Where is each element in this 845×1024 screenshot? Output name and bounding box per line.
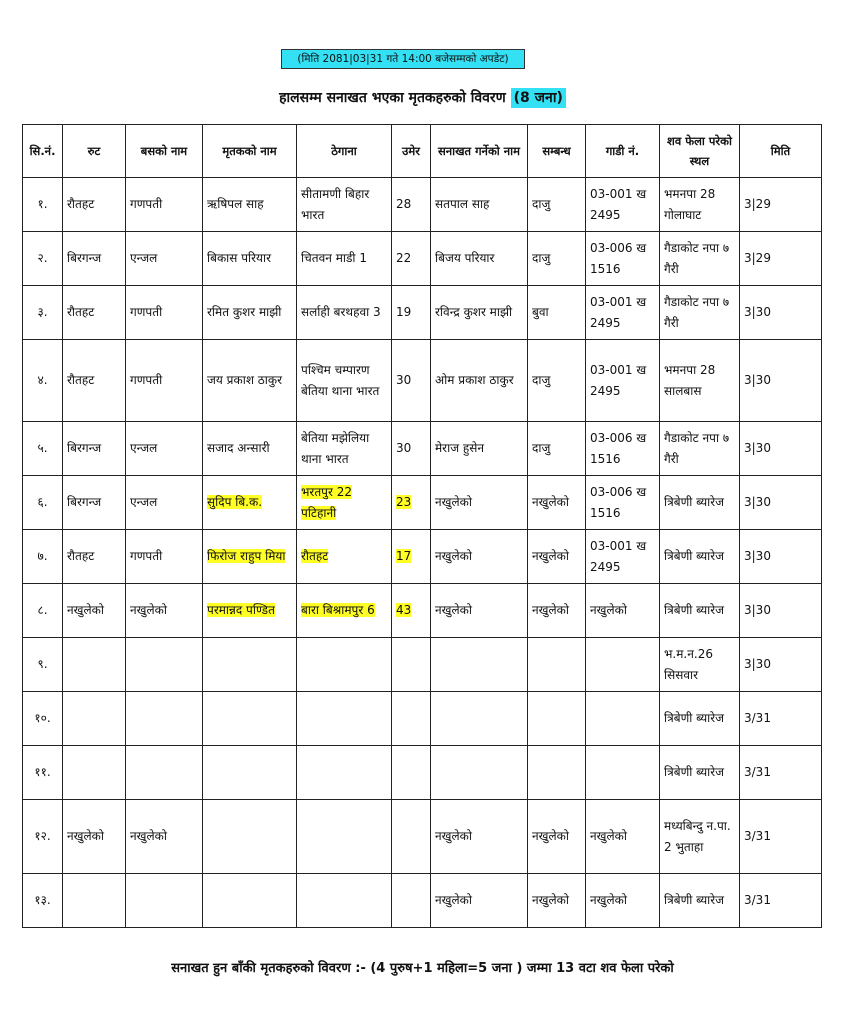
found-location-cell xyxy=(660,638,740,692)
route-cell xyxy=(63,584,126,638)
age-cell xyxy=(392,286,431,340)
bus-name-cell-text: गणपती xyxy=(130,197,163,211)
address-cell xyxy=(297,530,392,584)
bus-name-cell-text: गणपती xyxy=(130,549,163,563)
serial-cell xyxy=(23,638,63,692)
bus-name-cell-text: गणपती xyxy=(130,373,163,387)
bus-name-cell-text: एन्जल xyxy=(130,251,158,265)
relation-cell xyxy=(528,286,586,340)
address-cell-text: सर्लाही बरथहवा 3 xyxy=(301,305,381,319)
table-row xyxy=(23,800,822,874)
table-header-row xyxy=(23,125,822,178)
table-row xyxy=(23,422,822,476)
bus-name-cell xyxy=(126,340,203,422)
found-location-cell-text: भमनपा 28 सालबास xyxy=(664,362,716,398)
deceased-name-cell xyxy=(203,286,297,340)
serial-cell-text: ४. xyxy=(37,373,48,387)
serial-cell xyxy=(23,530,63,584)
vehicle-number-cell-text: 03-001 ख 2495 xyxy=(590,294,647,330)
found-location-cell xyxy=(660,800,740,874)
found-location-cell xyxy=(660,340,740,422)
vehicle-number-cell-text: 03-006 ख 1516 xyxy=(590,484,647,520)
age-cell xyxy=(392,584,431,638)
identifier-name-cell xyxy=(431,178,528,232)
serial-cell xyxy=(23,340,63,422)
date-cell-text: 3|30 xyxy=(744,603,771,617)
table-row xyxy=(23,692,822,746)
found-location-cell-text: त्रिबेणी ब्यारेज xyxy=(664,765,725,779)
age-cell-text: 30 xyxy=(396,441,412,455)
table-row xyxy=(23,584,822,638)
serial-cell-text: १३. xyxy=(34,893,51,907)
identifier-name-cell-text: मेराज हुसेन xyxy=(435,441,485,455)
address-cell-text: भरतपुर 22 पटिहानी xyxy=(301,484,352,520)
bus-name-cell-text: नखुलेको xyxy=(130,829,167,843)
age-cell-text: 28 xyxy=(396,197,412,211)
relation-cell-text: नखुलेको xyxy=(532,495,569,509)
identifier-name-cell-text: नखुलेको xyxy=(435,829,472,843)
bus-name-cell xyxy=(126,232,203,286)
footer-summary: सनाखत हुन बाँकी मृतकहरुको विवरण :- (4 पुरुष+1 महिला=5 जना ) जम्मा 13 वटा शव फेला परेको xyxy=(171,961,674,976)
vehicle-number-cell-text: 03-006 ख 1516 xyxy=(590,430,647,466)
found-location-cell-text: त्रिबेणी ब्यारेज xyxy=(664,495,725,509)
serial-cell xyxy=(23,422,63,476)
identifier-name-cell xyxy=(431,286,528,340)
route-cell-text: रौतहट xyxy=(67,197,95,211)
deceased-name-cell-text: रमित कुशर माझी xyxy=(207,305,282,319)
relation-cell-text: दाजु xyxy=(532,197,551,211)
deceased-name-cell xyxy=(203,476,297,530)
serial-cell-text: २. xyxy=(37,251,48,265)
relation-cell xyxy=(528,746,586,800)
vehicle-number-cell xyxy=(586,232,660,286)
deceased-name-cell-text: ऋषिपल साह xyxy=(207,197,264,211)
age-cell xyxy=(392,874,431,928)
identifier-name-cell-text: सतपाल साह xyxy=(435,197,490,211)
found-location-cell-text: भमनपा 28 गोलाघाट xyxy=(664,186,716,222)
identifier-name-cell-text: बिजय परियार xyxy=(435,251,495,265)
table-row xyxy=(23,340,822,422)
relation-cell xyxy=(528,800,586,874)
relation-cell xyxy=(528,232,586,286)
relation-cell-text: नखुलेको xyxy=(532,893,569,907)
date-cell-text: 3/31 xyxy=(744,711,771,725)
date-cell-text: 3|30 xyxy=(744,305,771,319)
vehicle-number-cell-text: 03-001 ख 2495 xyxy=(590,538,647,574)
vehicle-number-cell-text: नखुलेको xyxy=(590,893,627,907)
relation-cell xyxy=(528,422,586,476)
serial-cell-text: ५. xyxy=(37,441,48,455)
relation-cell xyxy=(528,638,586,692)
vehicle-number-cell xyxy=(586,530,660,584)
route-cell xyxy=(63,340,126,422)
found-location-cell xyxy=(660,232,740,286)
date-cell-text: 3|30 xyxy=(744,495,771,509)
table-row xyxy=(23,638,822,692)
date-cell xyxy=(740,340,822,422)
date-cell xyxy=(740,692,822,746)
identifier-name-cell xyxy=(431,476,528,530)
found-location-cell xyxy=(660,178,740,232)
serial-cell-text: ३. xyxy=(37,305,48,319)
found-location-cell-text: भ.म.न.26 सिसवार xyxy=(664,646,713,682)
age-cell xyxy=(392,692,431,746)
vehicle-number-cell xyxy=(586,584,660,638)
deceased-name-cell xyxy=(203,340,297,422)
age-cell-text: 19 xyxy=(396,305,412,319)
route-cell-text: रौतहट xyxy=(67,305,95,319)
date-cell xyxy=(740,638,822,692)
serial-cell-text: ८. xyxy=(37,603,48,617)
bus-name-cell xyxy=(126,874,203,928)
identifier-name-cell xyxy=(431,874,528,928)
header-age: उमेर xyxy=(392,125,431,178)
address-cell xyxy=(297,286,392,340)
found-location-cell xyxy=(660,874,740,928)
age-cell xyxy=(392,178,431,232)
address-cell xyxy=(297,746,392,800)
bus-name-cell-text: गणपती xyxy=(130,305,163,319)
vehicle-number-cell xyxy=(586,340,660,422)
deceased-name-cell-text: बिकास परियार xyxy=(207,251,272,265)
header-date: मिति xyxy=(740,125,822,178)
deceased-name-cell xyxy=(203,232,297,286)
table-row xyxy=(23,178,822,232)
bus-name-cell xyxy=(126,178,203,232)
vehicle-number-cell xyxy=(586,692,660,746)
route-cell xyxy=(63,178,126,232)
vehicle-number-cell xyxy=(586,746,660,800)
date-cell xyxy=(740,530,822,584)
age-cell xyxy=(392,422,431,476)
header-found-location: शव फेला परेको स्थल xyxy=(660,125,740,178)
relation-cell-text: नखुलेको xyxy=(532,829,569,843)
bus-name-cell xyxy=(126,800,203,874)
deceased-name-cell xyxy=(203,422,297,476)
deceased-name-cell-text: सजाद अन्सारी xyxy=(207,441,270,455)
deceased-name-cell-text: सुदिप बि.क. xyxy=(207,495,263,509)
header-relation: सम्बन्ध xyxy=(528,125,586,178)
serial-cell xyxy=(23,178,63,232)
deceased-name-cell xyxy=(203,874,297,928)
age-cell xyxy=(392,530,431,584)
route-cell xyxy=(63,800,126,874)
serial-cell-text: १. xyxy=(37,197,48,211)
bus-name-cell xyxy=(126,584,203,638)
route-cell xyxy=(63,422,126,476)
age-cell xyxy=(392,476,431,530)
address-cell xyxy=(297,638,392,692)
date-cell xyxy=(740,286,822,340)
found-location-cell-text: गैडाकोट नपा ७ गैरी xyxy=(664,294,730,330)
bus-name-cell xyxy=(126,746,203,800)
vehicle-number-cell-text: 03-006 ख 1516 xyxy=(590,240,647,276)
vehicle-number-cell xyxy=(586,422,660,476)
route-cell xyxy=(63,638,126,692)
relation-cell xyxy=(528,530,586,584)
address-cell xyxy=(297,422,392,476)
found-location-cell-text: गैडाकोट नपा ७ गैरी xyxy=(664,430,730,466)
serial-cell-text: ११. xyxy=(34,765,51,779)
identifier-name-cell-text: नखुलेको xyxy=(435,893,472,907)
route-cell-text: रौतहट xyxy=(67,373,95,387)
date-cell-text: 3|29 xyxy=(744,197,771,211)
relation-cell xyxy=(528,874,586,928)
vehicle-number-cell xyxy=(586,286,660,340)
vehicle-number-cell xyxy=(586,638,660,692)
address-cell xyxy=(297,178,392,232)
bus-name-cell xyxy=(126,530,203,584)
address-cell xyxy=(297,340,392,422)
deceased-name-cell-text: फिरोज राहुप मिया xyxy=(207,549,286,563)
date-cell-text: 3|30 xyxy=(744,657,771,671)
serial-cell xyxy=(23,584,63,638)
date-cell-text: 3/31 xyxy=(744,829,771,843)
identifier-name-cell-text: ओम प्रकाश ठाकुर xyxy=(435,373,514,387)
address-cell xyxy=(297,476,392,530)
serial-cell-text: ६. xyxy=(37,495,48,509)
serial-cell xyxy=(23,874,63,928)
deceased-name-cell xyxy=(203,692,297,746)
deceased-name-cell-text: जय प्रकाश ठाकुर xyxy=(207,373,283,387)
table-row xyxy=(23,476,822,530)
serial-cell xyxy=(23,692,63,746)
date-cell xyxy=(740,584,822,638)
relation-cell-text: दाजु xyxy=(532,251,551,265)
route-cell-text: बिरगन्ज xyxy=(67,251,102,265)
address-cell-text: पश्चिम चम्पारण बेतिया थाना भारत xyxy=(301,362,380,398)
identifier-name-cell xyxy=(431,530,528,584)
identifier-name-cell xyxy=(431,584,528,638)
age-cell-text: 23 xyxy=(396,495,412,509)
bus-name-cell xyxy=(126,286,203,340)
table-body xyxy=(23,178,822,928)
header-address: ठेगाना xyxy=(297,125,392,178)
found-location-cell-text: गैडाकोट नपा ७ गैरी xyxy=(664,240,730,276)
vehicle-number-cell-text: नखुलेको xyxy=(590,603,627,617)
serial-cell-text: ७. xyxy=(37,549,48,563)
route-cell xyxy=(63,692,126,746)
address-cell-text: बारा बिश्रामपुर 6 xyxy=(301,603,375,617)
vehicle-number-cell-text: 03-001 ख 2495 xyxy=(590,186,647,222)
deceased-name-cell xyxy=(203,638,297,692)
route-cell xyxy=(63,530,126,584)
header-bus-name: बसको नाम xyxy=(126,125,203,178)
bus-name-cell xyxy=(126,422,203,476)
relation-cell-text: नखुलेको xyxy=(532,603,569,617)
address-cell xyxy=(297,232,392,286)
age-cell-text: 17 xyxy=(396,549,412,563)
update-note: (मिति 2081|03|31 गते 14:00 बजेसम्मको अपडेट) xyxy=(281,49,525,69)
identified-count-badge: (8 जना) xyxy=(511,88,566,108)
header-serial: सि.नं. xyxy=(23,125,63,178)
relation-cell xyxy=(528,584,586,638)
deceased-name-cell xyxy=(203,178,297,232)
found-location-cell xyxy=(660,584,740,638)
page-title-text: हालसम्म सनाखत भएका मृतकहरुको विवरण xyxy=(279,90,511,106)
relation-cell xyxy=(528,692,586,746)
found-location-cell-text: त्रिबेणी ब्यारेज xyxy=(664,893,725,907)
age-cell xyxy=(392,340,431,422)
serial-cell xyxy=(23,800,63,874)
deceased-name-cell-text: परमान्नद पण्डित xyxy=(207,603,275,617)
route-cell-text: नखुलेको xyxy=(67,829,104,843)
age-cell xyxy=(392,232,431,286)
identifier-name-cell xyxy=(431,692,528,746)
found-location-cell-text: मध्यबिन्दु न.पा. 2 भुताहा xyxy=(664,818,731,854)
identifier-name-cell-text: नखुलेको xyxy=(435,495,472,509)
page-title xyxy=(0,86,845,110)
relation-cell-text: दाजु xyxy=(532,441,551,455)
identifier-name-cell xyxy=(431,746,528,800)
found-location-cell-text: त्रिबेणी ब्यारेज xyxy=(664,711,725,725)
date-cell-text: 3|29 xyxy=(744,251,771,265)
address-cell xyxy=(297,874,392,928)
age-cell-text: 43 xyxy=(396,603,412,617)
date-cell xyxy=(740,422,822,476)
age-cell xyxy=(392,800,431,874)
relation-cell xyxy=(528,178,586,232)
age-cell-text: 30 xyxy=(396,373,412,387)
found-location-cell-text: त्रिबेणी ब्यारेज xyxy=(664,603,725,617)
identifier-name-cell-text: नखुलेको xyxy=(435,549,472,563)
identifier-name-cell xyxy=(431,232,528,286)
address-cell-text: बेतिया मझेलिया थाना भारत xyxy=(301,430,370,466)
date-cell xyxy=(740,178,822,232)
address-cell-text: सीतामणी बिहार भारत xyxy=(301,186,370,222)
vehicle-number-cell xyxy=(586,874,660,928)
relation-cell-text: बुवा xyxy=(532,305,549,319)
date-cell-text: 3|30 xyxy=(744,373,771,387)
age-cell-text: 22 xyxy=(396,251,412,265)
date-cell xyxy=(740,232,822,286)
found-location-cell xyxy=(660,746,740,800)
deceased-name-cell xyxy=(203,800,297,874)
relation-cell xyxy=(528,476,586,530)
route-cell-text: रौतहट xyxy=(67,549,95,563)
route-cell xyxy=(63,874,126,928)
address-cell-text: चितवन माडी 1 xyxy=(301,251,367,265)
found-location-cell xyxy=(660,476,740,530)
header-identifier-name: सनाखत गर्नेको नाम xyxy=(431,125,528,178)
date-cell xyxy=(740,746,822,800)
table-row xyxy=(23,286,822,340)
vehicle-number-cell-text: नखुलेको xyxy=(590,829,627,843)
found-location-cell-text: त्रिबेणी ब्यारेज xyxy=(664,549,725,563)
serial-cell xyxy=(23,286,63,340)
serial-cell xyxy=(23,746,63,800)
vehicle-number-cell-text: 03-001 ख 2495 xyxy=(590,362,647,398)
vehicle-number-cell xyxy=(586,178,660,232)
date-cell xyxy=(740,874,822,928)
address-cell xyxy=(297,692,392,746)
found-location-cell xyxy=(660,530,740,584)
date-cell xyxy=(740,800,822,874)
victims-table xyxy=(22,124,822,928)
found-location-cell xyxy=(660,422,740,476)
route-cell xyxy=(63,286,126,340)
serial-cell-text: ९. xyxy=(37,657,48,671)
identifier-name-cell xyxy=(431,422,528,476)
identifier-name-cell xyxy=(431,800,528,874)
identifier-name-cell xyxy=(431,638,528,692)
serial-cell-text: १२. xyxy=(34,829,51,843)
address-cell-text: रौतहट xyxy=(301,549,329,563)
route-cell-text: बिरगन्ज xyxy=(67,441,102,455)
header-vehicle-number: गाडी नं. xyxy=(586,125,660,178)
identifier-name-cell-text: रविन्द्र कुशर माझी xyxy=(435,305,513,319)
date-cell-text: 3/31 xyxy=(744,893,771,907)
route-cell-text: नखुलेको xyxy=(67,603,104,617)
deceased-name-cell xyxy=(203,584,297,638)
bus-name-cell xyxy=(126,692,203,746)
vehicle-number-cell xyxy=(586,800,660,874)
date-cell-text: 3|30 xyxy=(744,549,771,563)
route-cell-text: बिरगन्ज xyxy=(67,495,102,509)
identifier-name-cell xyxy=(431,340,528,422)
serial-cell-text: १०. xyxy=(34,711,51,725)
bus-name-cell-text: एन्जल xyxy=(130,495,158,509)
date-cell-text: 3/31 xyxy=(744,765,771,779)
bus-name-cell xyxy=(126,638,203,692)
table-row xyxy=(23,746,822,800)
deceased-name-cell xyxy=(203,746,297,800)
table-row xyxy=(23,874,822,928)
age-cell xyxy=(392,638,431,692)
serial-cell xyxy=(23,476,63,530)
route-cell xyxy=(63,232,126,286)
bus-name-cell-text: नखुलेको xyxy=(130,603,167,617)
header-route: रुट xyxy=(63,125,126,178)
vehicle-number-cell xyxy=(586,476,660,530)
deceased-name-cell xyxy=(203,530,297,584)
age-cell xyxy=(392,746,431,800)
relation-cell xyxy=(528,340,586,422)
address-cell xyxy=(297,584,392,638)
relation-cell-text: दाजु xyxy=(532,373,551,387)
found-location-cell xyxy=(660,692,740,746)
bus-name-cell xyxy=(126,476,203,530)
route-cell xyxy=(63,746,126,800)
table-row xyxy=(23,530,822,584)
found-location-cell xyxy=(660,286,740,340)
relation-cell-text: नखुलेको xyxy=(532,549,569,563)
date-cell xyxy=(740,476,822,530)
address-cell xyxy=(297,800,392,874)
table-row xyxy=(23,232,822,286)
identifier-name-cell-text: नखुलेको xyxy=(435,603,472,617)
serial-cell xyxy=(23,232,63,286)
date-cell-text: 3|30 xyxy=(744,441,771,455)
route-cell xyxy=(63,476,126,530)
header-deceased-name: मृतकको नाम xyxy=(203,125,297,178)
bus-name-cell-text: एन्जल xyxy=(130,441,158,455)
